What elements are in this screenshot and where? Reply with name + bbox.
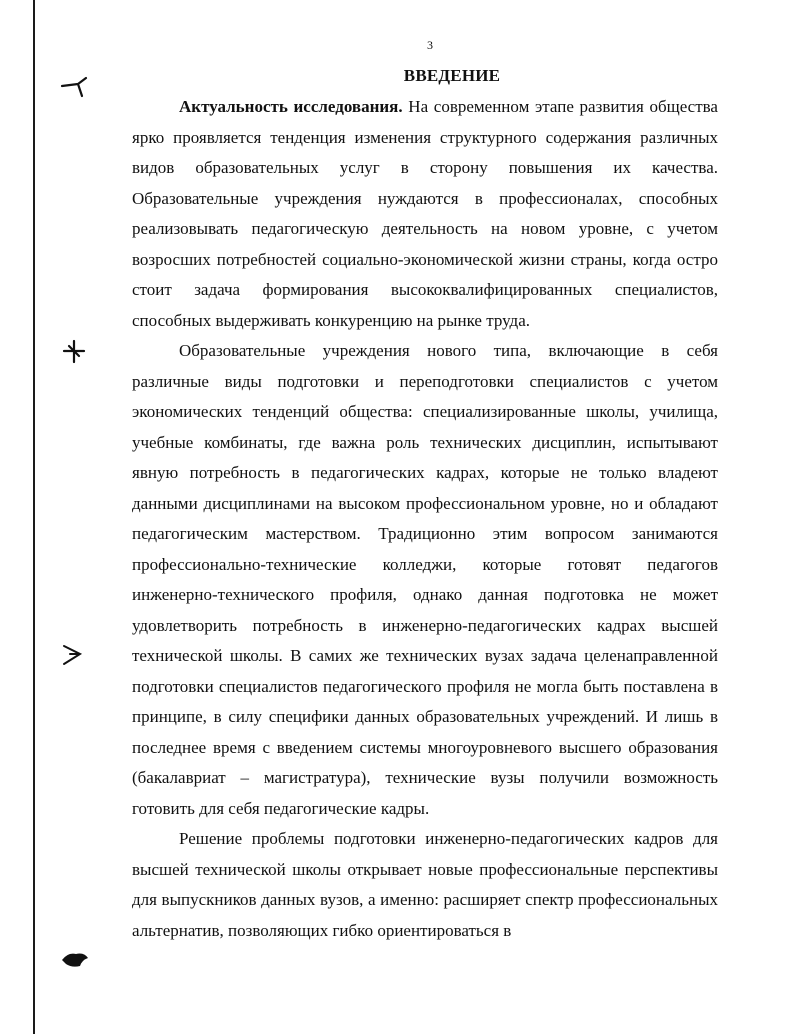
paragraph-text: На современном этапе развития общества ярко проявляется тенденция изменения структурного содержания различных видов образовательных услуг в сторону повышения их качества. Образовательные учреждения нуждаются в профессионалах, способных реализовывать педагогическую деятельность на новом уровне, с учетом возросших потребностей социально-экономической жизни страны, когда остро стоит задача формирования высококвалифицированных специалистов, способных выдерживать конкуренцию на рынке труда.	[132, 97, 718, 330]
blot-mark-icon	[60, 946, 90, 972]
arrow-mark-icon	[60, 76, 90, 102]
paragraph-solution: Решение проблемы подготовки инженерно-педагогических кадров для высшей технической школы открывает новые профессиональные перспективы для выпускников данных вузов, а именно: расширяет спектр профессиональных альтернатив, позволяющих гибко ориентироваться в	[132, 829, 718, 940]
page-number: 3	[427, 38, 433, 52]
paragraph-lead: Актуальность исследования.	[179, 97, 403, 116]
star-mark-icon	[60, 338, 90, 364]
page-title: ВВЕДЕНИЕ	[403, 66, 501, 85]
paragraph-institutions: Образовательные учреждения нового типа, включающие в себя различные виды подготовки и переподготовки специалистов с учетом экономических тенденций общества: специализированные школы, училища, учебные комбинаты, где важна роль технических дисциплин, испытывают явную потребность в педагогических кадрах, которые не только владеют данными дисциплинами на высоком профессиональном уровне, но и обладают педагогическим мастерством. Традиционно этим вопросом занимаются профессионально-технические колледжи, которые готовят педагогов инженерно-технического профиля, однако данная подготовка не может удовлетворить потребность в инженерно-педагогических кадрах высшей технической школы. В самих же технических вузах задача целенаправленной подготовки специалистов педагогического профиля не могла быть поставлена в принципе, в силу специфики данных образовательных учреждений. И лишь в последнее время с введением системы многоуровневого высшего образования (бакалавриат – магистратура), технические вузы получили возможность готовить для себя педагогические кадры.	[132, 341, 718, 818]
paragraph-relevance	[132, 92, 718, 336]
document-body	[132, 92, 718, 946]
scan-edge-line	[33, 0, 35, 1034]
arrow-mark-icon	[60, 642, 90, 668]
